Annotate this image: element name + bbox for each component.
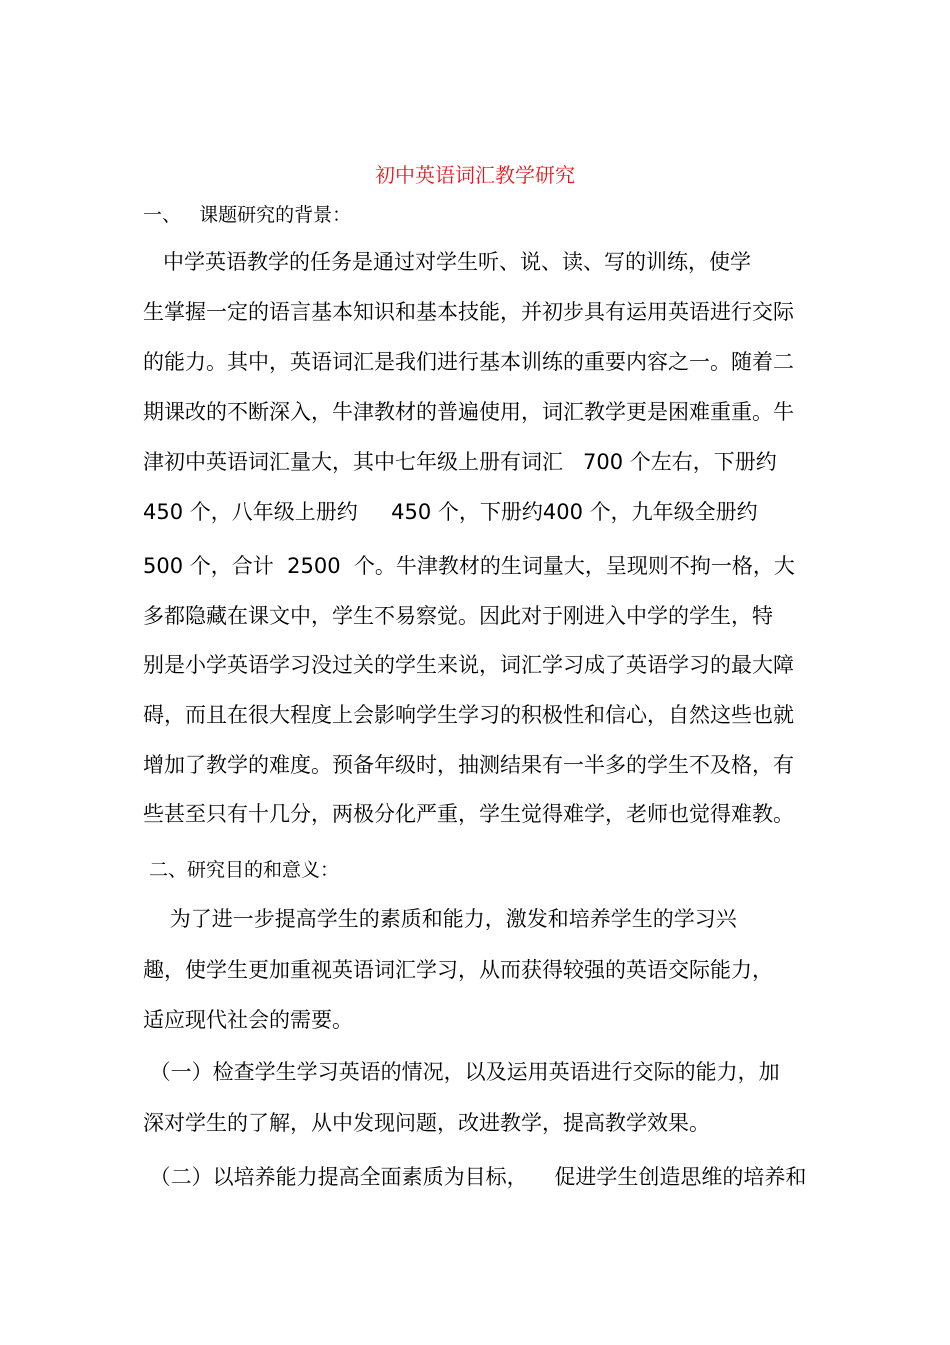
paragraph-line: 碍，而且在很大程度上会影响学生学习的积极性和信心，自然这些也就 (143, 703, 794, 727)
paragraph-line: 增加了教学的难度。预备年级时，抽测结果有一半多的学生不及格，有 (143, 753, 794, 777)
paragraph-line: 450 个，八年级上册约 450 个，下册约400 个，九年级全册约 (143, 500, 758, 524)
paragraph-line: 多都隐藏在课文中，学生不易察觉。因此对于刚进入中学的学生，特 (143, 604, 773, 628)
paragraph-line: 适应现代社会的需要。 (143, 1008, 353, 1032)
paragraph-line: 期课改的不断深入，牛津教材的普遍使用，词汇教学更是困难重重。牛 (143, 400, 794, 424)
paragraph-line: 深对学生的了解，从中发现问题，改进教学，提高教学效果。 (143, 1111, 710, 1135)
paragraph-line: 500 个，合计 2500 个。牛津教材的生词量大，呈现则不拘一格，大 (143, 554, 795, 578)
paragraph-line: 些甚至只有十几分，两极分化严重，学生觉得难学，老师也觉得难教。 (143, 802, 794, 826)
paragraph-line: 趣，使学生更加重视英语词汇学习，从而获得较强的英语交际能力， (143, 958, 773, 982)
document-title: 初中英语词汇教学研究 (375, 163, 575, 187)
paragraph-line: （二）以培养能力提高全面素质为目标， 促进学生创造思维的培养和 (143, 1165, 807, 1189)
paragraph-line: 的能力。其中，英语词汇是我们进行基本训练的重要内容之一。随着二 (143, 350, 794, 374)
section-2-heading: 二、研究目的和意义： (143, 859, 340, 881)
paragraph-line: 别是小学英语学习没过关的学生来说，词汇学习成了英语学习的最大障 (143, 653, 794, 677)
paragraph-line: 生掌握一定的语言基本知识和基本技能，并初步具有运用英语进行交际 (143, 300, 794, 324)
section-1-heading: 一、 课题研究的背景： (143, 204, 352, 226)
paragraph-line: 中学英语教学的任务是通过对学生听、说、读、写的训练，使学 (143, 250, 752, 274)
paragraph-line: （一）检查学生学习英语的情况，以及运用英语进行交际的能力，加 (143, 1060, 780, 1084)
paragraph-line: 津初中英语词汇量大，其中七年级上册有词汇 700 个左右，下册约 (143, 450, 777, 474)
paragraph-line: 为了进一步提高学生的素质和能力，激发和培养学生的学习兴 (143, 907, 737, 931)
